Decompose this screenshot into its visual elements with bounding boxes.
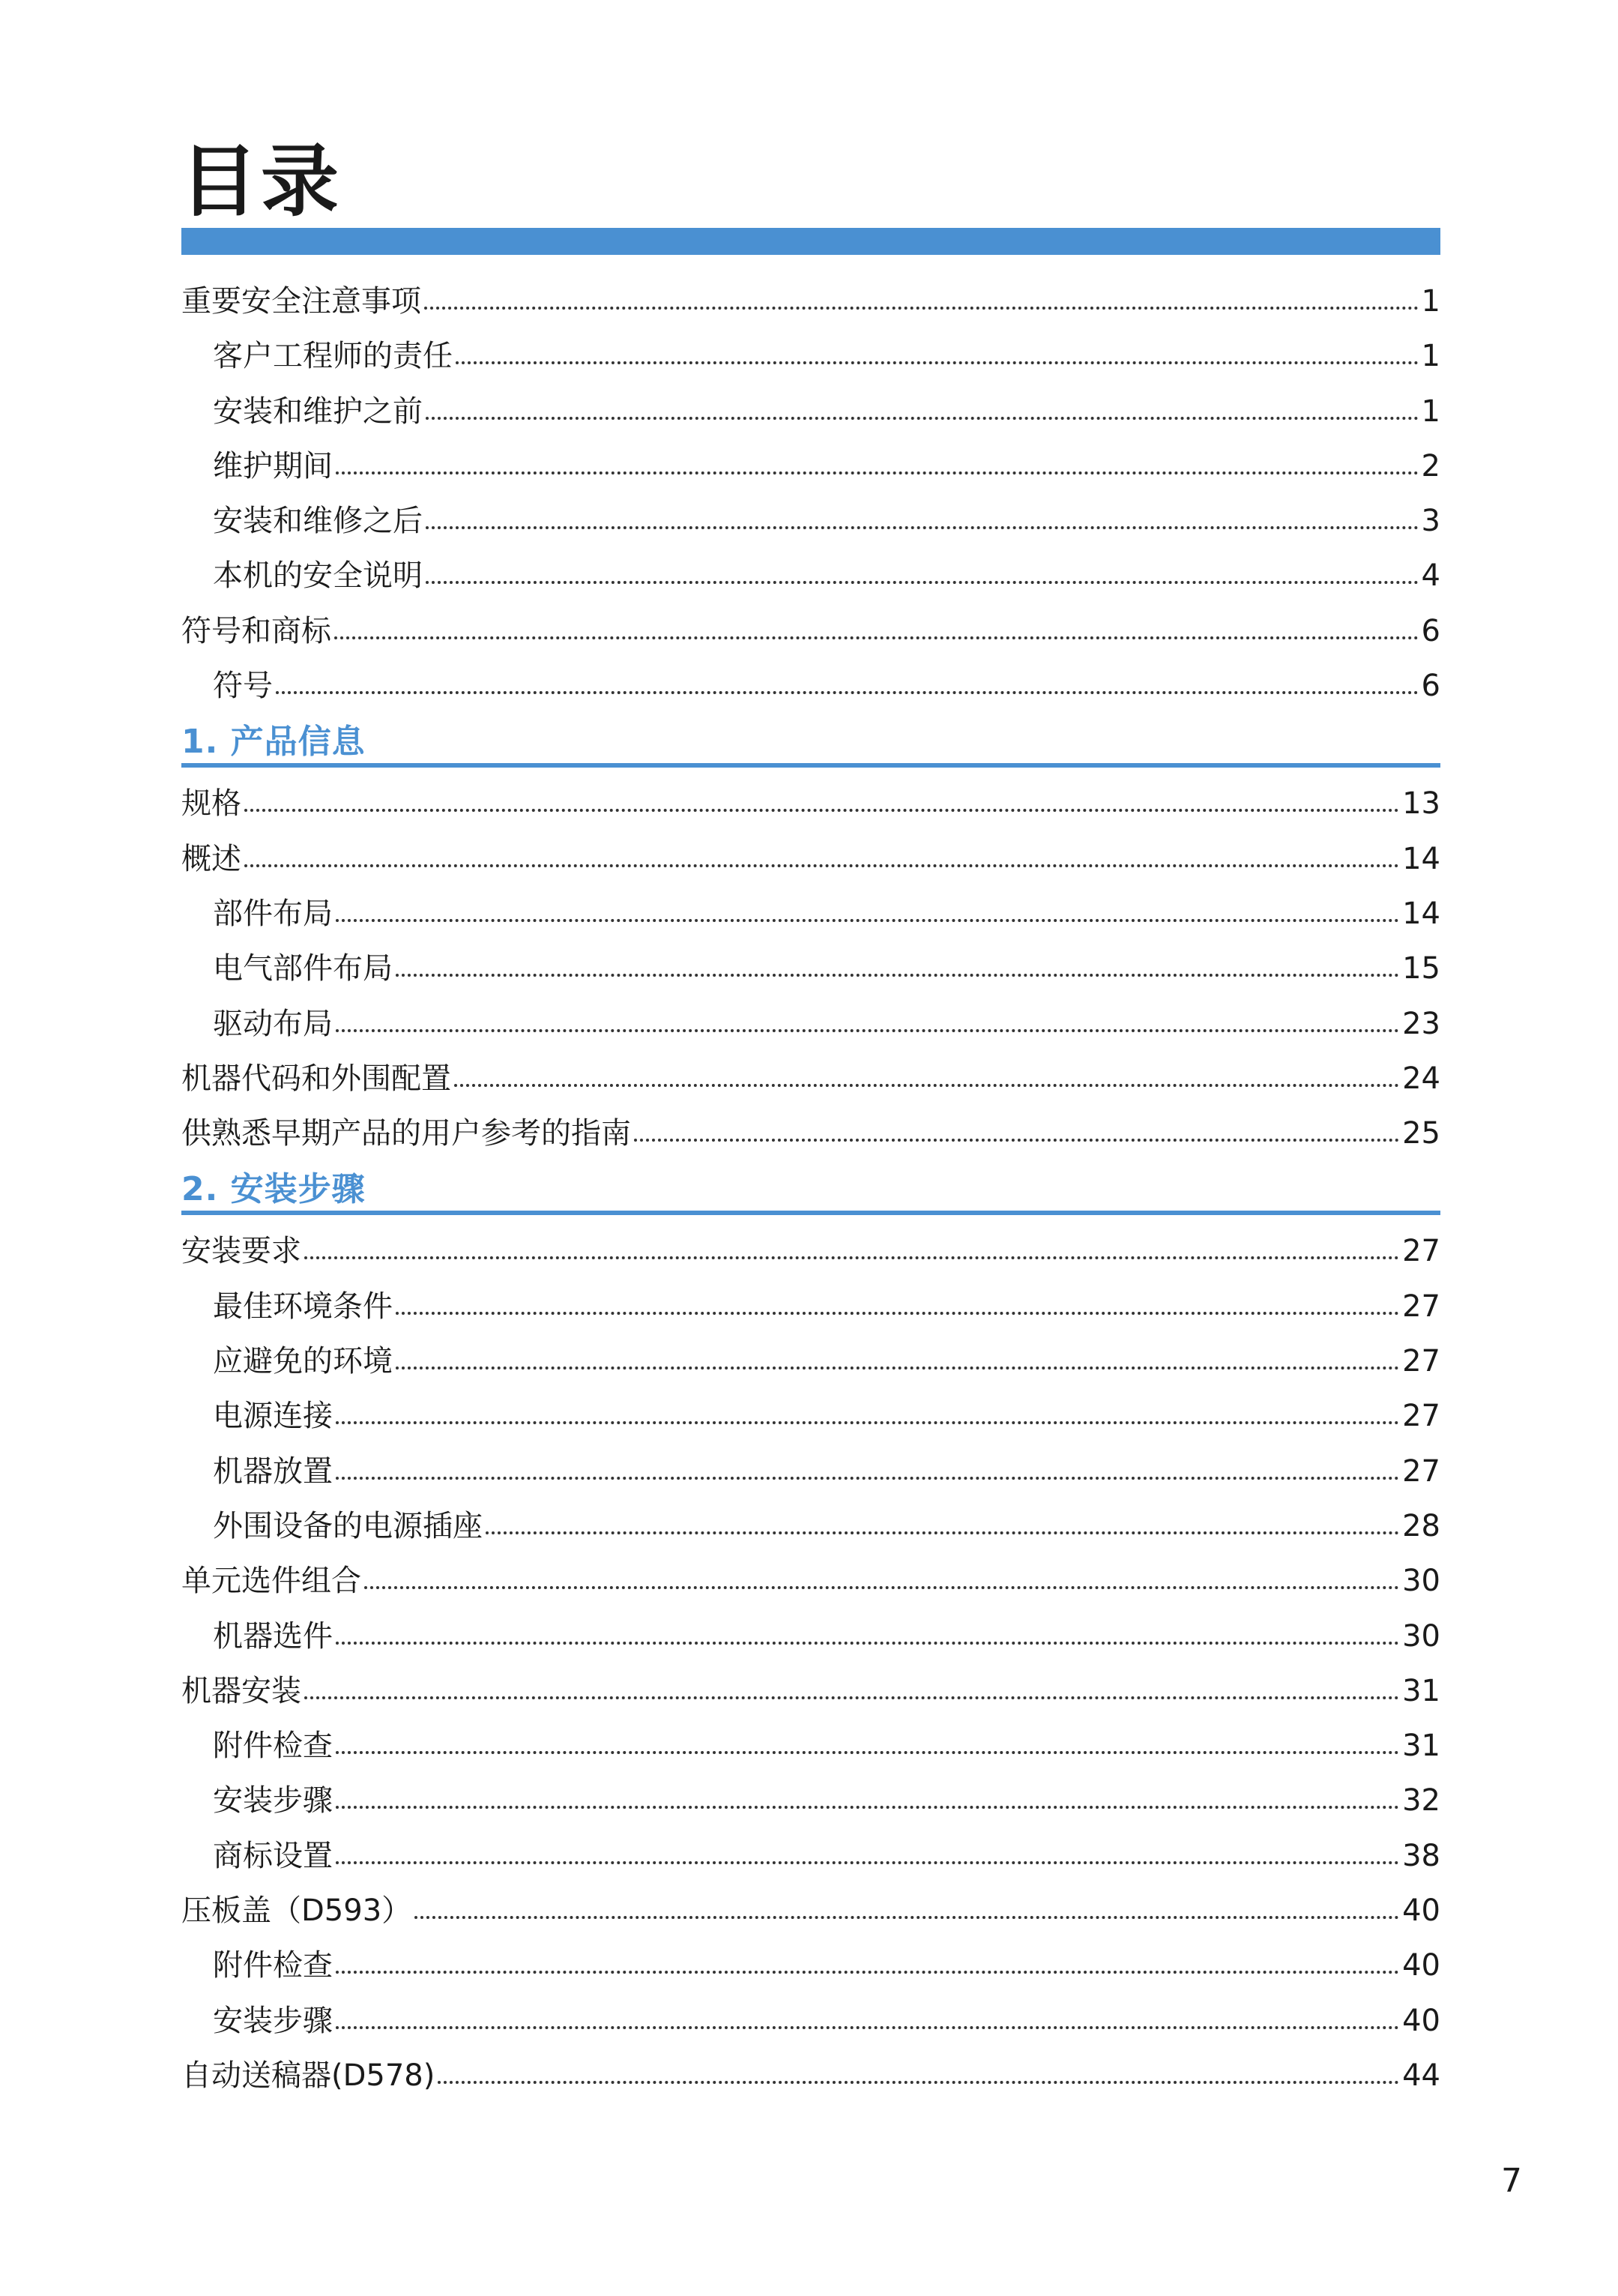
chapter-underline	[181, 1211, 1440, 1215]
toc-page-number: 31	[1402, 1673, 1440, 1708]
toc-entry-label: 符号	[213, 669, 273, 704]
chapter-underline	[181, 763, 1440, 768]
dot-leader	[454, 1075, 1399, 1087]
toc-subentry[interactable]	[181, 1334, 1440, 1389]
toc-subentry[interactable]	[181, 1444, 1440, 1499]
chapter-heading[interactable]	[181, 714, 1440, 777]
toc-entry-label: 压板盖（D593）	[181, 1893, 412, 1929]
toc-entry-label: 机器代码和外围配置	[181, 1061, 451, 1096]
dot-leader	[396, 965, 1399, 977]
dot-leader	[486, 1522, 1399, 1534]
toc-subentry[interactable]	[181, 941, 1440, 996]
toc-page-number: 2	[1421, 448, 1440, 483]
toc-subentry[interactable]	[181, 997, 1440, 1052]
toc-entry[interactable]	[181, 274, 1440, 329]
toc-page-number: 28	[1402, 1508, 1440, 1543]
toc-entry-label: 附件检查	[213, 1948, 333, 1983]
toc-entry[interactable]	[181, 1664, 1440, 1719]
toc-entry[interactable]	[181, 2049, 1440, 2103]
toc-entry-label: 符号和商标	[181, 613, 331, 648]
toc-entry-label: 驱动布局	[213, 1006, 333, 1041]
table-of-contents	[181, 274, 1440, 2103]
toc-page-number: 6	[1421, 613, 1440, 648]
toc-entry[interactable]	[181, 1224, 1440, 1279]
dot-leader	[244, 800, 1399, 812]
dot-leader	[336, 462, 1419, 474]
dot-leader	[336, 1797, 1399, 1809]
toc-subentry[interactable]	[181, 1609, 1440, 1664]
toc-page-number: 3	[1421, 504, 1440, 539]
dot-leader	[426, 408, 1419, 420]
toc-entry-label: 维护期间	[213, 448, 333, 483]
dot-leader	[336, 2017, 1399, 2029]
dot-leader	[336, 1962, 1399, 1974]
toc-page-number: 1	[1421, 394, 1440, 429]
toc-page-number: 40	[1402, 1893, 1440, 1929]
toc-page-number: 4	[1421, 558, 1440, 594]
dot-leader	[396, 1303, 1399, 1315]
toc-entry-label: 安装和维护之前	[213, 394, 423, 429]
toc-entry-label: 重要安全注意事项	[181, 284, 421, 319]
toc-subentry[interactable]	[181, 494, 1440, 549]
toc-entry[interactable]	[181, 1052, 1440, 1106]
toc-entry-label: 电气部件布局	[213, 951, 393, 986]
toc-entry[interactable]	[181, 777, 1440, 831]
toc-entry-label: 安装步骤	[213, 2003, 333, 2038]
dot-leader	[336, 1633, 1399, 1645]
dot-leader	[414, 1907, 1399, 1919]
toc-entry-label: 应避免的环境	[213, 1344, 393, 1379]
toc-entry-label: 供熟悉早期产品的用户参考的指南	[181, 1116, 631, 1151]
dot-leader	[336, 910, 1399, 922]
dot-leader	[244, 855, 1399, 867]
toc-entry-label: 本机的安全说明	[213, 558, 423, 594]
toc-subentry[interactable]	[181, 659, 1440, 714]
toc-page-number: 27	[1402, 1453, 1440, 1489]
dot-leader	[426, 572, 1419, 584]
chapter-title: 1. 产品信息	[181, 723, 366, 762]
toc-page-number: 32	[1402, 1783, 1440, 1819]
toc-subentry[interactable]	[181, 1994, 1440, 2049]
toc-page-number: 14	[1402, 896, 1440, 931]
toc-page-number: 6	[1421, 669, 1440, 704]
chapter-title: 2. 安装步骤	[181, 1170, 366, 1209]
toc-entry-label: 安装和维修之后	[213, 504, 423, 539]
toc-entry-label: 部件布局	[213, 896, 333, 931]
dot-leader	[304, 1687, 1399, 1699]
dot-leader	[304, 1247, 1399, 1259]
dot-leader	[336, 1020, 1399, 1032]
toc-page-number: 44	[1402, 2058, 1440, 2093]
toc-subentry[interactable]	[181, 385, 1440, 439]
dot-leader	[334, 627, 1419, 639]
toc-entry-label: 电源连接	[213, 1399, 333, 1434]
toc-subentry[interactable]	[181, 1719, 1440, 1774]
toc-subentry[interactable]	[181, 1499, 1440, 1554]
page-title: 目录	[180, 136, 342, 227]
toc-page-number: 38	[1402, 1838, 1440, 1873]
toc-page-number: 40	[1402, 1948, 1440, 1983]
toc-page-number: 31	[1402, 1729, 1440, 1764]
toc-page-number: 23	[1402, 1006, 1440, 1041]
toc-entry-label: 规格	[181, 786, 241, 822]
toc-page-number: 30	[1402, 1564, 1440, 1599]
toc-page-number: 14	[1402, 841, 1440, 876]
toc-subentry[interactable]	[181, 1389, 1440, 1444]
dot-leader	[364, 1577, 1399, 1589]
dot-leader	[634, 1130, 1399, 1142]
dot-leader	[336, 1468, 1399, 1480]
dot-leader	[336, 1852, 1399, 1864]
page-number: 7	[1501, 2162, 1522, 2200]
toc-page-number: 27	[1402, 1234, 1440, 1269]
toc-entry-label: 概述	[181, 841, 241, 876]
dot-leader	[336, 1742, 1399, 1754]
toc-entry[interactable]	[181, 832, 1440, 887]
toc-page-number: 27	[1402, 1344, 1440, 1379]
toc-subentry[interactable]	[181, 887, 1440, 941]
toc-page-number: 27	[1402, 1289, 1440, 1324]
toc-subentry[interactable]	[181, 1774, 1440, 1828]
toc-page-number: 25	[1402, 1116, 1440, 1151]
toc-entry[interactable]	[181, 1554, 1440, 1609]
toc-entry[interactable]	[181, 1106, 1440, 1161]
toc-page-number: 24	[1402, 1061, 1440, 1096]
toc-entry[interactable]	[181, 1884, 1440, 1938]
toc-entry-label: 安装步骤	[213, 1783, 333, 1819]
toc-page-number: 30	[1402, 1618, 1440, 1654]
toc-page-number: 1	[1421, 339, 1440, 374]
title-underline-bar	[181, 228, 1440, 255]
toc-page-number: 13	[1402, 786, 1440, 822]
dot-leader	[276, 682, 1419, 694]
dot-leader	[456, 352, 1419, 364]
toc-subentry[interactable]	[181, 1280, 1440, 1334]
toc-entry-label: 单元选件组合	[181, 1564, 361, 1599]
toc-entry-label: 最佳环境条件	[213, 1289, 393, 1324]
toc-subentry[interactable]	[181, 1829, 1440, 1884]
toc-subentry[interactable]	[181, 329, 1440, 384]
dot-leader	[426, 517, 1419, 529]
toc-entry-label: 安装要求	[181, 1234, 301, 1269]
toc-entry-label: 机器放置	[213, 1453, 333, 1489]
toc-page-number: 27	[1402, 1399, 1440, 1434]
toc-entry-label: 附件检查	[213, 1729, 333, 1764]
dot-leader	[424, 298, 1419, 310]
toc-page-number: 40	[1402, 2003, 1440, 2038]
toc-entry-label: 机器选件	[213, 1618, 333, 1654]
toc-subentry[interactable]	[181, 549, 1440, 603]
chapter-heading[interactable]	[181, 1161, 1440, 1224]
toc-entry-label: 自动送稿器(D578)	[181, 2058, 435, 2093]
toc-entry-label: 客户工程师的责任	[213, 339, 453, 374]
toc-page-number: 15	[1402, 951, 1440, 986]
toc-entry[interactable]	[181, 604, 1440, 659]
toc-entry-label: 外围设备的电源插座	[213, 1508, 483, 1543]
dot-leader	[336, 1412, 1399, 1424]
toc-page-number: 1	[1421, 284, 1440, 319]
dot-leader	[438, 2072, 1399, 2084]
dot-leader	[396, 1358, 1399, 1370]
toc-entry-label: 机器安装	[181, 1673, 301, 1708]
toc-subentry[interactable]	[181, 439, 1440, 494]
toc-subentry[interactable]	[181, 1938, 1440, 1993]
toc-entry-label: 商标设置	[213, 1838, 333, 1873]
